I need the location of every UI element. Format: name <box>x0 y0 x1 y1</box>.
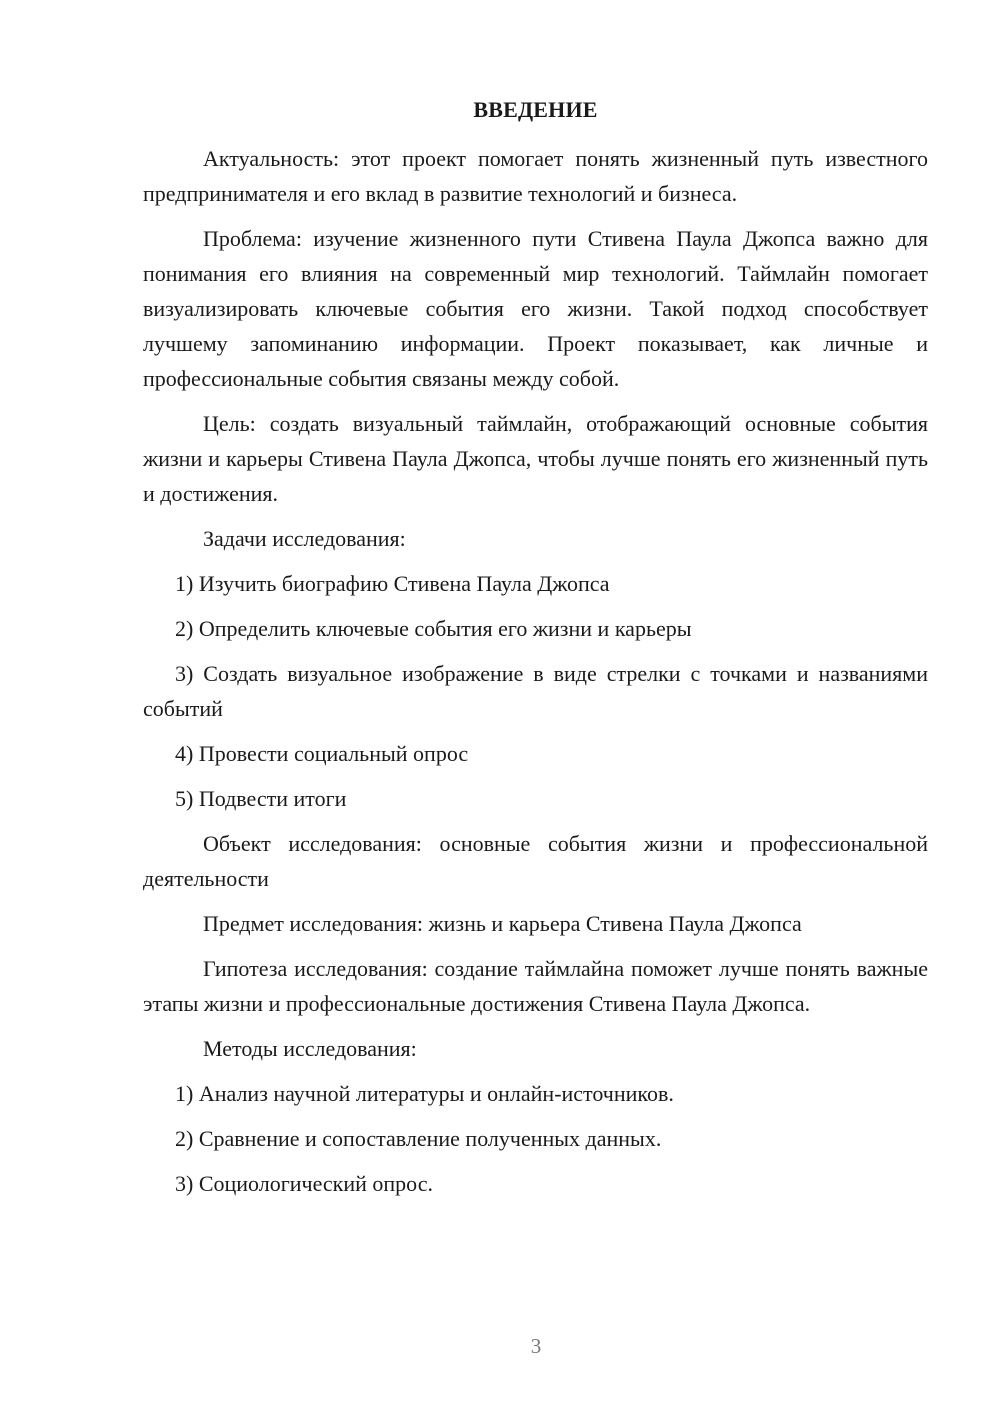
relevance-paragraph: Актуальность: этот проект помогает понять жизненный путь известного предпринимателя и его вклад в развитие технологий и бизнеса. <box>143 146 928 206</box>
subject-line: Предмет исследования: жизнь и карьера Стивена Паула Джопса <box>203 911 802 936</box>
task-item: 5) Подвести итоги <box>175 786 347 811</box>
method-item: 2) Сравнение и сопоставление полученных данных. <box>175 1126 662 1151</box>
document-body <box>143 92 928 1211</box>
task-item: 3) Создать визуальное изображение в виде стрелки с точками и названиями событий <box>143 661 928 721</box>
task-item: 4) Провести социальный опрос <box>175 741 469 766</box>
tasks-title: Задачи исследования: <box>203 526 406 551</box>
hypothesis-paragraph: Гипотеза исследования: создание таймлайна поможет лучше понять важные этапы жизни и профессиональные достижения Стивена Паула Джопса. <box>143 956 928 1016</box>
page-title: ВВЕДЕНИЕ <box>473 97 598 122</box>
object-paragraph: Объект исследования: основные события жизни и профессиональной деятельности <box>143 831 928 891</box>
task-item: 2) Определить ключевые события его жизни и карьеры <box>175 616 692 641</box>
goal-paragraph: Цель: создать визуальный таймлайн, отображающий основные события жизни и карьеры Стивена Паула Джопса, чтобы лучше понять его жизненный путь и достижения. <box>143 411 928 506</box>
method-item: 3) Социологический опрос. <box>175 1171 433 1196</box>
methods-title: Методы исследования: <box>203 1036 417 1061</box>
page-number: 3 <box>530 1334 542 1358</box>
problem-paragraph: Проблема: изучение жизненного пути Стивена Паула Джопса важно для понимания его влияния на современный мир технологий. Таймлайн помогает визуализировать ключевые события его жизни. Такой подход способствует лучшему запоминанию информации. Проект показывает, как личные и профессиональные события связаны между собой. <box>143 226 928 391</box>
method-item: 1) Анализ научной литературы и онлайн-источников. <box>175 1081 674 1106</box>
task-item: 1) Изучить биографию Стивена Паула Джопса <box>175 571 610 596</box>
